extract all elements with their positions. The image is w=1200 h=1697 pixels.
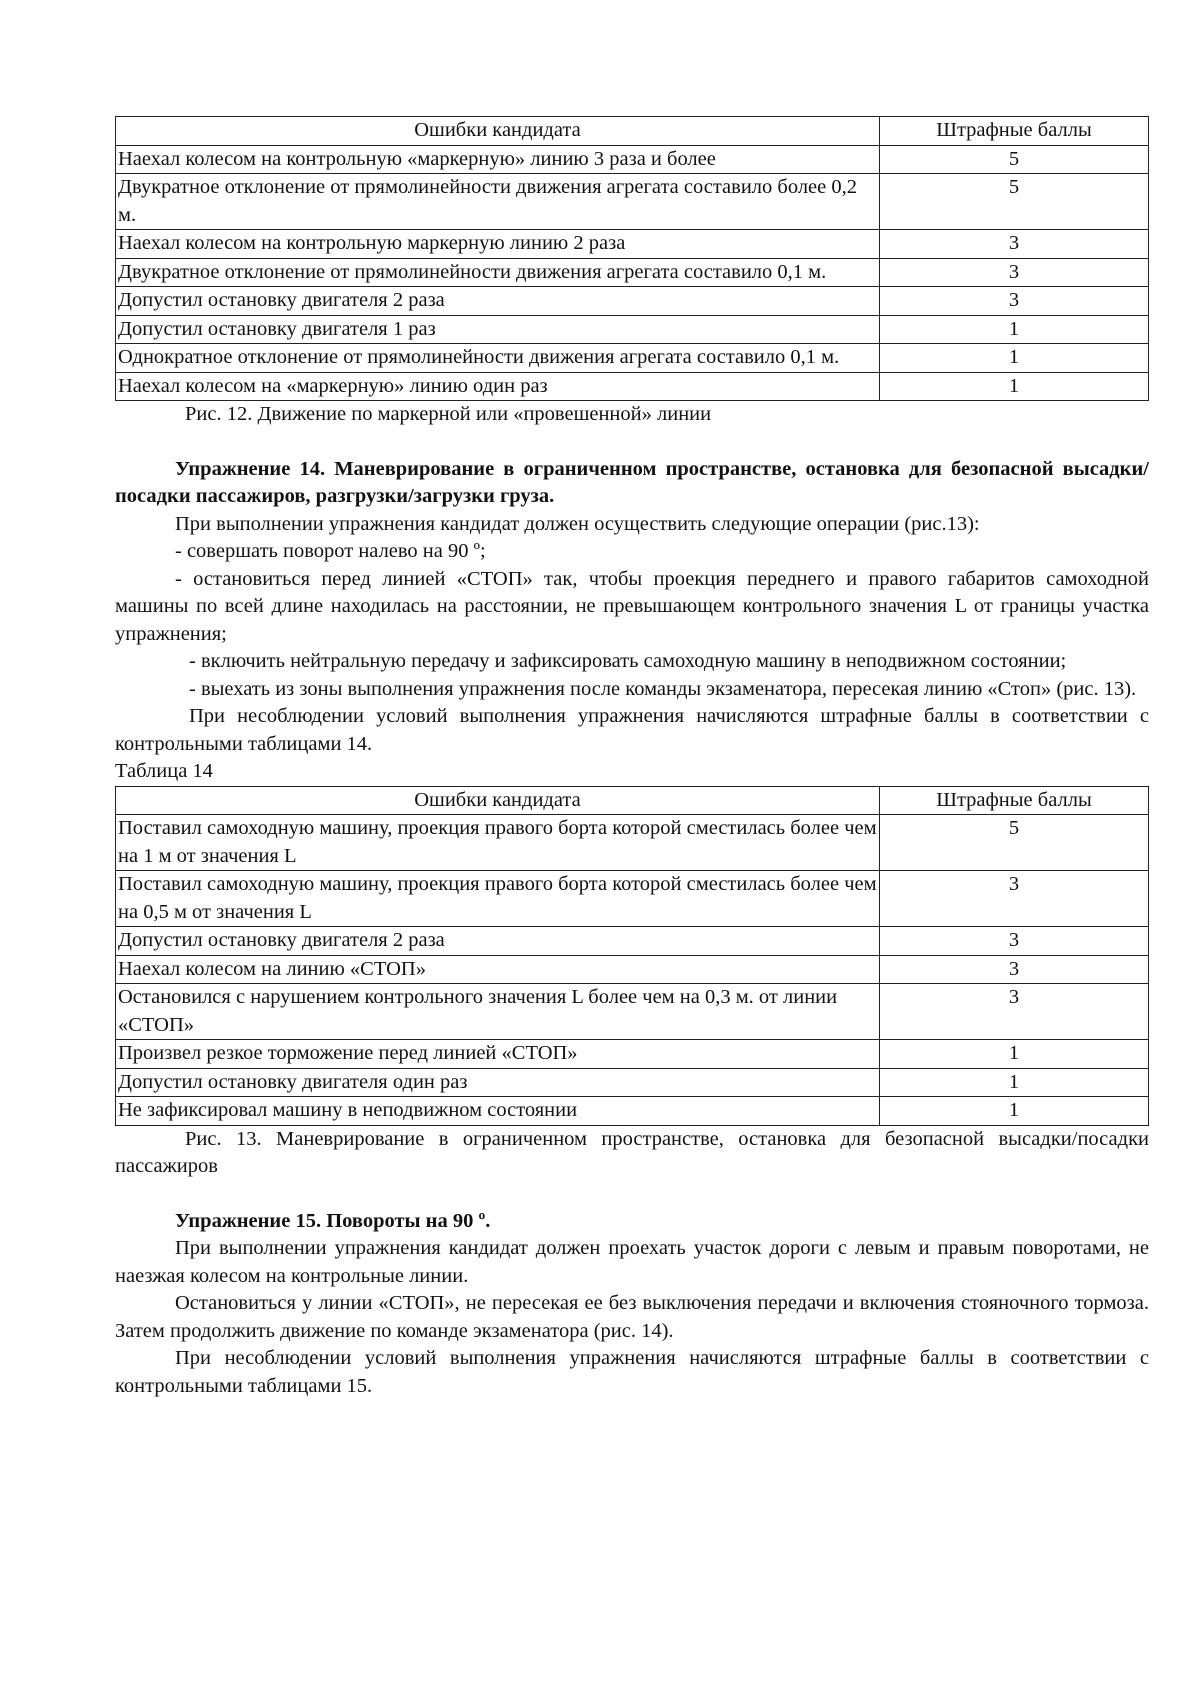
error-description: Допустил остановку двигателя 2 раза xyxy=(116,927,880,956)
error-description: Наехал колесом на контрольную «маркерную» линию 3 раза и более xyxy=(116,145,880,174)
column-header-errors: Ошибки кандидата xyxy=(116,786,880,815)
penalty-points: 3 xyxy=(880,984,1149,1040)
penalty-points: 3 xyxy=(880,871,1149,927)
table-row xyxy=(116,174,1149,230)
penalty-points: 3 xyxy=(880,258,1149,287)
column-header-points: Штрафные баллы xyxy=(880,117,1149,146)
table-row xyxy=(116,955,1149,984)
table-row xyxy=(116,372,1149,401)
table-row xyxy=(116,287,1149,316)
penalty-points: 1 xyxy=(880,1068,1149,1097)
error-description: Однократное отклонение от прямолинейности движения агрегата составило 0,1 м. xyxy=(116,344,880,373)
exercise-14-step-3: - включить нейтральную передачу и зафиксировать самоходную машину в неподвижном состоянии; xyxy=(189,650,1067,672)
exercise-15-heading: Упражнение 15. Повороты на 90 º. xyxy=(175,1209,491,1232)
error-description: Допустил остановку двигателя 1 раз xyxy=(116,315,880,344)
error-description: Произвел резкое торможение перед линией «СТОП» xyxy=(116,1040,880,1069)
exercise-15-paragraph-1: При выполнении упражнения кандидат должен проехать участок дороги с левым и правым поворотами, не наезжая колесом на контрольные линии. xyxy=(115,1237,1149,1287)
error-description: Наехал колесом на линию «СТОП» xyxy=(116,955,880,984)
table-row xyxy=(116,815,1149,871)
exercise-14-step-1: - совершать поворот налево на 90 º; xyxy=(175,540,486,562)
error-description: Двукратное отклонение от прямолинейности движения агрегата составило более 0,2 м. xyxy=(116,174,880,230)
error-description: Двукратное отклонение от прямолинейности движения агрегата составило 0,1 м. xyxy=(116,258,880,287)
penalty-points: 5 xyxy=(880,174,1149,230)
table-row xyxy=(116,927,1149,956)
table-14-label: Таблица 14 xyxy=(115,760,213,782)
penalty-points: 1 xyxy=(880,1097,1149,1126)
error-description: Наехал колесом на контрольную маркерную линию 2 раза xyxy=(116,230,880,259)
exercise-14-heading: Упражнение 14. Маневрирование в ограниченном пространстве, остановка для безопасной высадки/посадки пассажиров, разгрузки/загрузки груза. xyxy=(115,457,1149,507)
error-description: Остановился с нарушением контрольного значения L более чем на 0,3 м. от линии «СТОП» xyxy=(116,984,880,1040)
table-row xyxy=(116,230,1149,259)
exercise-15-paragraph-3: При несоблюдении условий выполнения упражнения начисляются штрафные баллы в соответствии с контрольными таблицами 15. xyxy=(115,1347,1149,1397)
penalty-points: 3 xyxy=(880,287,1149,316)
error-description: Наехал колесом на «маркерную» линию один раз xyxy=(116,372,880,401)
penalty-points: 3 xyxy=(880,230,1149,259)
table-row xyxy=(116,344,1149,373)
penalty-points: 5 xyxy=(880,815,1149,871)
penalty-table-13 xyxy=(115,116,1149,401)
penalty-points: 1 xyxy=(880,315,1149,344)
column-header-points: Штрафные баллы xyxy=(880,786,1149,815)
table-row xyxy=(116,871,1149,927)
penalty-points: 3 xyxy=(880,927,1149,956)
penalty-table-14 xyxy=(115,786,1149,1126)
page-content xyxy=(115,116,1149,1400)
table-body xyxy=(116,815,1149,1126)
exercise-14-step-4: - выехать из зоны выполнения упражнения после команды экзаменатора, пересекая линию «Стоп» (рис. 13). xyxy=(189,677,1137,700)
penalty-points: 5 xyxy=(880,145,1149,174)
figure-12-caption: Рис. 12. Движение по маркерной или «провешенной» линии xyxy=(185,403,712,425)
table-header-row xyxy=(116,117,1149,146)
penalty-points: 1 xyxy=(880,1040,1149,1069)
error-description: Поставил самоходную машину, проекция правого борта которой сместилась более чем на 1 м от значения L xyxy=(116,815,880,871)
penalty-points: 1 xyxy=(880,372,1149,401)
table-row xyxy=(116,315,1149,344)
table-row xyxy=(116,1097,1149,1126)
figure-13-caption: Рис. 13. Маневрирование в ограниченном пространстве, остановка для безопасной высадки/посадки пассажиров xyxy=(115,1127,1149,1177)
penalty-points: 3 xyxy=(880,955,1149,984)
table-row xyxy=(116,984,1149,1040)
error-description: Допустил остановку двигателя 2 раза xyxy=(116,287,880,316)
error-description: Поставил самоходную машину, проекция правого борта которой сместилась более чем на 0,5 м от значения L xyxy=(116,871,880,927)
column-header-errors: Ошибки кандидата xyxy=(116,117,880,146)
table-body xyxy=(116,145,1149,401)
exercise-14-penalty-text: При несоблюдении условий выполнения упражнения начисляются штрафные баллы в соответствии с контрольными таблицами 14. xyxy=(115,705,1149,755)
penalty-points: 1 xyxy=(880,344,1149,373)
table-row xyxy=(116,1068,1149,1097)
exercise-14-step-2: - остановиться перед линией «СТОП» так, чтобы проекция переднего и правого габаритов самоходной машины по всей длине находилась на расстоянии, не превышающем контрольного значения L от границы участка упражнения; xyxy=(115,567,1149,645)
table-row xyxy=(116,145,1149,174)
table-row xyxy=(116,258,1149,287)
error-description: Не зафиксировал машину в неподвижном состоянии xyxy=(116,1097,880,1126)
exercise-15-paragraph-2: Остановиться у линии «СТОП», не пересекая ее без выключения передачи и включения стояночного тормоза. Затем продолжить движение по команде экзаменатора (рис. 14). xyxy=(115,1292,1149,1342)
table-row xyxy=(116,1040,1149,1069)
error-description: Допустил остановку двигателя один раз xyxy=(116,1068,880,1097)
table-header-row xyxy=(116,786,1149,815)
exercise-14-intro: При выполнении упражнения кандидат должен осуществить следующие операции (рис.13): xyxy=(175,512,980,535)
